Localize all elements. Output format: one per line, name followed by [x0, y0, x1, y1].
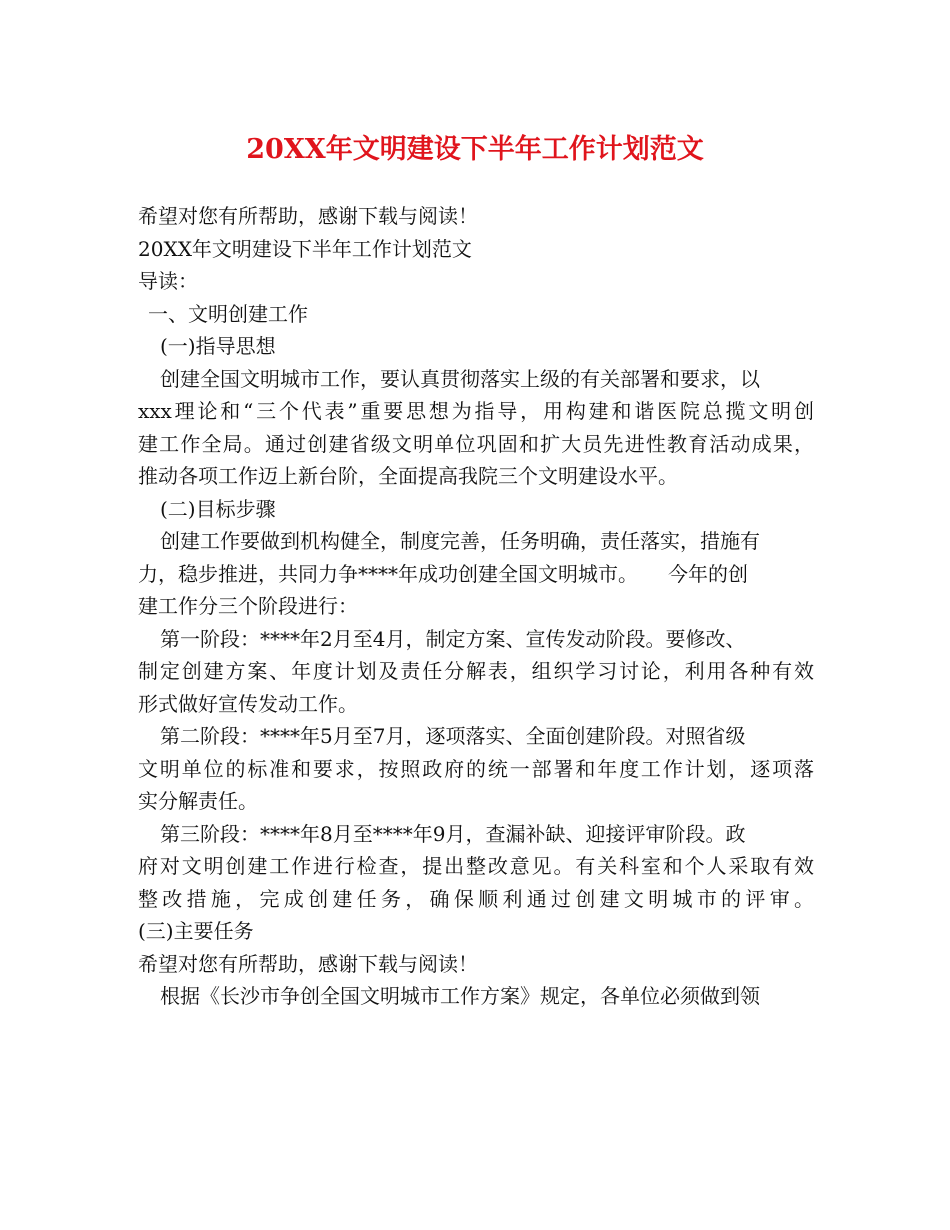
paragraph-line: 力，稳步推进，共同力争****年成功创建全国文明城市。 今年的创 [138, 561, 748, 586]
document-body [138, 200, 814, 1013]
paragraph-line: 制定创建方案、年度计划及责任分解表，组织学习讨论，利用各种有效 [138, 659, 814, 683]
paragraph-line: 形式做好宣传发动工作。 [138, 691, 358, 716]
section-heading: 一、文明创建工作 [148, 301, 308, 326]
subsection-heading: (一)指导思想 [160, 334, 276, 358]
paragraph-line: 创建全国文明城市工作，要认真贯彻落实上级的有关部署和要求，以 [160, 366, 760, 391]
paragraph-line: 推动各项工作迈上新台阶，全面提高我院三个文明建设水平。 [138, 464, 678, 488]
paragraph-line: 建工作分三个阶段进行： [138, 594, 358, 618]
paragraph-line: 实分解责任。 [138, 789, 258, 813]
paragraph-line: 20XX年文明建设下半年工作计划范文 [138, 236, 472, 261]
subsection-heading: (三)主要任务 [138, 919, 254, 943]
paragraph-line: 第二阶段：****年5月至7月，逐项落实、全面创建阶段。对照省级 [160, 724, 746, 748]
paragraph-line: 建工作全局。通过创建省级文明单位巩固和扩大员先进性教育活动成果， [138, 431, 814, 456]
paragraph-line: xxx理论和“三个代表”重要思想为指导，用构建和谐医院总揽文明创 [138, 399, 814, 423]
paragraph-line: 第一阶段：****年2月至4月，制定方案、宣传发动阶段。要修改、 [160, 626, 746, 651]
paragraph-line: 创建工作要做到机构健全，制度完善，任务明确，责任落实，措施有 [160, 529, 760, 553]
paragraph-line: 府对文明创建工作进行检查，提出整改意见。有关科室和个人采取有效 [138, 854, 814, 878]
paragraph-line: 文明单位的标准和要求，按照政府的统一部署和年度工作计划，逐项落 [138, 756, 814, 781]
subsection-heading: (二)目标步骤 [160, 496, 276, 521]
paragraph-line: 导读： [138, 269, 198, 293]
paragraph-line: 希望对您有所帮助，感谢下载与阅读！ [138, 204, 478, 228]
paragraph-line: 整改措施，完成创建任务，确保顺利通过创建文明城市的评审。 [138, 886, 814, 911]
document-title: 20XX年文明建设下半年工作计划范文 [246, 134, 704, 165]
paragraph-line: 根据《长沙市争创全国文明城市工作方案》规定，各单位必须做到领 [160, 984, 760, 1008]
paragraph-line: 希望对您有所帮助，感谢下载与阅读！ [138, 951, 478, 976]
paragraph-line: 第三阶段：****年8月至****年9月，查漏补缺、迎接评审阶段。政 [160, 821, 746, 846]
